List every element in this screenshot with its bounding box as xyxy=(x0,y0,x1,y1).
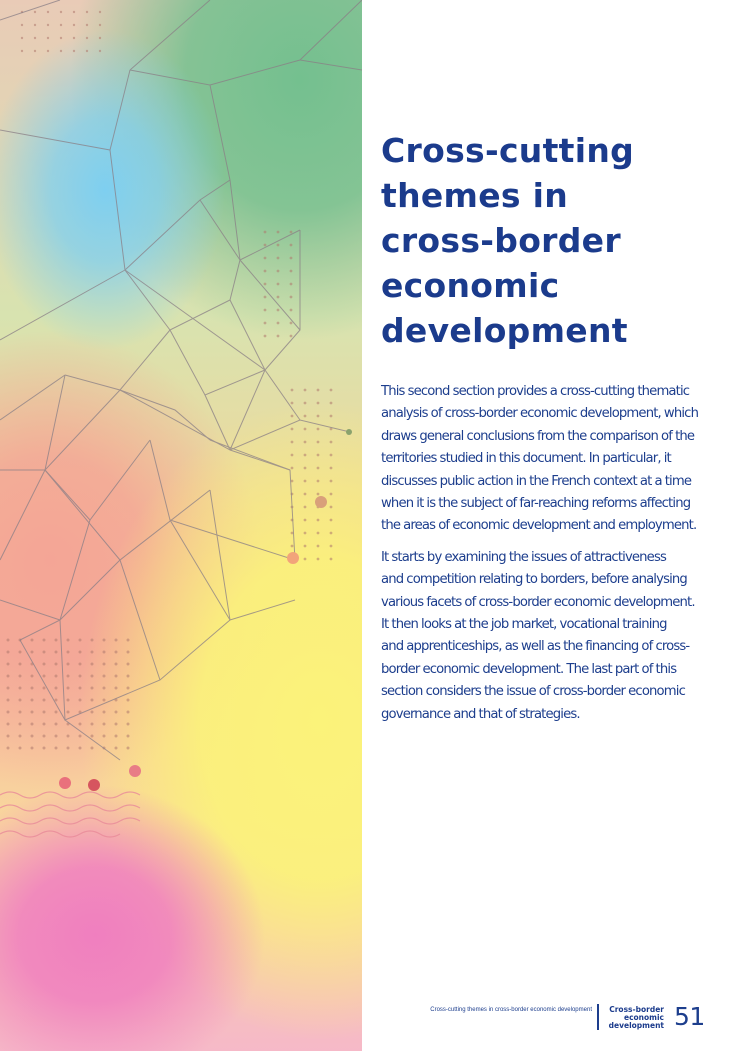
section-logo-line: economic xyxy=(623,1013,664,1022)
decorative-dot xyxy=(291,545,294,548)
decorative-dot xyxy=(31,723,34,726)
decorative-dot xyxy=(304,519,307,522)
decorative-dot xyxy=(290,257,293,260)
decorative-dot xyxy=(115,687,118,690)
decorative-dot xyxy=(317,558,320,561)
decorative-dot xyxy=(79,639,82,642)
decorative-dot xyxy=(330,454,333,457)
decorative-dot xyxy=(91,675,94,678)
decorative-dot xyxy=(103,735,106,738)
decorative-dot xyxy=(73,11,75,13)
decorative-dot xyxy=(127,711,130,714)
decorative-dot xyxy=(304,415,307,418)
decorative-dot xyxy=(290,283,293,286)
decorative-dot xyxy=(127,687,130,690)
title-line: Cross-cutting xyxy=(381,131,635,170)
decorative-dot xyxy=(43,639,46,642)
intro-paragraph-1 xyxy=(381,381,711,538)
text-line: and apprenticeships, as well as the financing of cross- xyxy=(381,639,690,655)
decorative-dot xyxy=(31,711,34,714)
decorative-dot xyxy=(21,24,23,26)
decorative-dot xyxy=(47,24,49,26)
decorative-dot xyxy=(73,24,75,26)
title-line: themes in xyxy=(381,176,569,215)
decorative-dot xyxy=(330,519,333,522)
decorative-dot xyxy=(55,651,58,654)
decorative-dot xyxy=(277,309,280,312)
decorative-dot xyxy=(115,747,118,750)
decorative-dot xyxy=(317,454,320,457)
decorative-dot xyxy=(19,711,22,714)
text-line: governance and that of strategies. xyxy=(381,706,580,722)
decorative-dot xyxy=(304,558,307,561)
decorative-dot xyxy=(317,389,320,392)
decorative-dot xyxy=(115,735,118,738)
decorative-dot xyxy=(99,50,101,52)
title-line: economic xyxy=(381,266,560,305)
decorative-dot xyxy=(304,428,307,431)
decorative-dot xyxy=(99,37,101,39)
decorative-dot xyxy=(264,244,267,247)
decorative-dot xyxy=(91,699,94,702)
decorative-dot xyxy=(277,283,280,286)
decorative-dot xyxy=(317,545,320,548)
decorative-dot xyxy=(291,428,294,431)
decorative-dot xyxy=(115,651,118,654)
decorative-dot xyxy=(86,11,88,13)
decorative-dot xyxy=(55,675,58,678)
title-line: cross-border xyxy=(381,221,621,260)
decorative-dot xyxy=(67,663,70,666)
decorative-dot xyxy=(79,699,82,702)
decorative-dot xyxy=(31,651,34,654)
decorative-dot xyxy=(290,309,293,312)
decorative-dot xyxy=(304,389,307,392)
decorative-dot xyxy=(67,675,70,678)
decorative-dot xyxy=(264,322,267,325)
decorative-dot xyxy=(264,283,267,286)
decorative-dot xyxy=(79,651,82,654)
footer-divider xyxy=(597,1004,599,1030)
section-logo-line: Cross-border xyxy=(609,1005,664,1014)
text-line: discusses public action in the French context at a time xyxy=(381,473,692,489)
decorative-dot xyxy=(31,747,34,750)
decorative-dot xyxy=(86,37,88,39)
decorative-dot xyxy=(291,454,294,457)
decorative-dot xyxy=(304,532,307,535)
decorative-dot xyxy=(330,467,333,470)
decorative-dot xyxy=(103,723,106,726)
text-line: It then looks at the job market, vocational training xyxy=(381,617,667,633)
decorative-dot xyxy=(19,723,22,726)
decorative-dot xyxy=(91,687,94,690)
decorative-dot xyxy=(7,675,10,678)
decorative-dot xyxy=(73,37,75,39)
decorative-dot xyxy=(277,270,280,273)
decorative-dot xyxy=(99,11,101,13)
wavy-lines xyxy=(0,792,140,837)
decorative-dot xyxy=(103,675,106,678)
decorative-dot xyxy=(79,663,82,666)
decorative-dot xyxy=(115,711,118,714)
decorative-dot xyxy=(304,402,307,405)
decorative-dot xyxy=(127,639,130,642)
decorative-dot xyxy=(67,651,70,654)
decorative-dot xyxy=(264,309,267,312)
network-lines xyxy=(0,0,362,760)
decorative-dot xyxy=(317,415,320,418)
decorative-dot xyxy=(277,257,280,260)
decorative-dot xyxy=(19,747,22,750)
decorative-dot xyxy=(60,50,62,52)
decorative-dot xyxy=(7,639,10,642)
decorative-dot xyxy=(91,651,94,654)
decorative-dot xyxy=(264,270,267,273)
text-line: the areas of economic development and employment. xyxy=(381,518,697,534)
decorative-dot xyxy=(47,50,49,52)
decorative-dot xyxy=(304,480,307,483)
decorative-dot xyxy=(73,50,75,52)
decorative-dot xyxy=(86,24,88,26)
decorative-dot xyxy=(55,711,58,714)
decorative-dot xyxy=(67,687,70,690)
decorative-dot xyxy=(127,699,130,702)
decorative-dot xyxy=(55,639,58,642)
decorative-dot xyxy=(60,11,62,13)
decorative-dot xyxy=(31,687,34,690)
decorative-dot xyxy=(7,735,10,738)
decorative-dot xyxy=(67,711,70,714)
decorative-dot xyxy=(103,699,106,702)
decorative-artwork-panel xyxy=(0,0,362,1051)
decorative-dot xyxy=(19,651,22,654)
decorative-dot xyxy=(330,415,333,418)
decorative-dot xyxy=(43,675,46,678)
decorative-dot xyxy=(34,37,36,39)
decorative-dot xyxy=(264,296,267,299)
text-line: This second section provides a cross-cutting thematic xyxy=(381,384,690,399)
decorative-dot xyxy=(317,519,320,522)
footer-section-logo xyxy=(609,1006,664,1030)
decorative-dot xyxy=(115,723,118,726)
decorative-dot xyxy=(330,558,333,561)
page-number: 51 xyxy=(674,1002,705,1031)
decorative-dot xyxy=(91,735,94,738)
decorative-dot xyxy=(291,415,294,418)
decorative-dot xyxy=(127,651,130,654)
decorative-dot xyxy=(317,428,320,431)
decorative-dot xyxy=(317,441,320,444)
text-line: various facets of cross-border economic development. xyxy=(381,594,695,610)
decorative-dot xyxy=(291,402,294,405)
decorative-dot xyxy=(67,699,70,702)
decorative-dot xyxy=(291,467,294,470)
decorative-dot xyxy=(330,506,333,509)
decorative-dot xyxy=(290,322,293,325)
decorative-dot xyxy=(304,441,307,444)
decorative-dot xyxy=(67,639,70,642)
decorative-dot xyxy=(79,687,82,690)
decorative-dot xyxy=(21,37,23,39)
decorative-dot xyxy=(55,747,58,750)
decorative-dot xyxy=(21,50,23,52)
decorative-dot xyxy=(304,506,307,509)
decorative-dot xyxy=(67,747,70,750)
decorative-dot xyxy=(7,687,10,690)
decorative-dot xyxy=(31,699,34,702)
decorative-dot xyxy=(7,723,10,726)
decorative-dot xyxy=(91,747,94,750)
decorative-dot xyxy=(291,441,294,444)
decorative-dot xyxy=(127,675,130,678)
decorative-dot xyxy=(103,687,106,690)
decorative-dot xyxy=(43,699,46,702)
decorative-dot xyxy=(99,24,101,26)
decorative-dot xyxy=(7,651,10,654)
decorative-dot xyxy=(127,747,130,750)
decorative-dot xyxy=(330,493,333,496)
decorative-dot xyxy=(43,747,46,750)
decorative-dot xyxy=(330,441,333,444)
decorative-dot xyxy=(91,723,94,726)
decorative-dot xyxy=(31,735,34,738)
decorative-dot xyxy=(91,663,94,666)
decorative-dot xyxy=(103,651,106,654)
decorative-dot xyxy=(127,735,130,738)
decorative-dot xyxy=(55,735,58,738)
decorative-dot xyxy=(79,735,82,738)
decorative-dot xyxy=(91,711,94,714)
decorative-dot xyxy=(264,257,267,260)
decorative-dot xyxy=(317,402,320,405)
decorative-dot xyxy=(127,663,130,666)
text-line: border economic development. The last part of this xyxy=(381,661,677,677)
network-lines-graphic xyxy=(0,0,362,1051)
decorative-dot xyxy=(290,244,293,247)
decorative-dot xyxy=(330,402,333,405)
text-line: draws general conclusions from the comparison of the xyxy=(381,428,695,444)
decorative-dot xyxy=(79,723,82,726)
decorative-dot xyxy=(317,532,320,535)
decorative-dot xyxy=(330,480,333,483)
decorative-dot xyxy=(34,24,36,26)
page-title xyxy=(381,128,711,353)
footer-running-title: Cross-cutting themes in cross-border economic development xyxy=(430,1007,592,1013)
decorative-dot xyxy=(264,335,267,338)
decorative-dot xyxy=(115,663,118,666)
decorative-dot xyxy=(31,675,34,678)
decorative-dot xyxy=(330,545,333,548)
decorative-dot xyxy=(79,675,82,678)
decorative-dot xyxy=(34,50,36,52)
decorative-dot xyxy=(43,711,46,714)
decorative-dot xyxy=(19,735,22,738)
decorative-dot xyxy=(264,231,267,234)
text-line: territories studied in this document. In particular, it xyxy=(381,451,671,467)
decorative-dot xyxy=(291,389,294,392)
text-line: section considers the issue of cross-border economic xyxy=(381,684,685,700)
decorative-dot xyxy=(7,711,10,714)
decorative-dot xyxy=(103,711,106,714)
decorative-dot xyxy=(43,651,46,654)
decorative-dot xyxy=(330,389,333,392)
decorative-dot xyxy=(60,24,62,26)
text-line: when it is the subject of far-reaching reforms affecting xyxy=(381,496,691,512)
intro-body-text xyxy=(381,381,711,735)
decorative-dot xyxy=(19,699,22,702)
section-logo-line: development xyxy=(608,1021,664,1030)
decorative-dot xyxy=(67,735,70,738)
decorative-dot xyxy=(304,454,307,457)
decorative-dot xyxy=(115,675,118,678)
decorative-dot xyxy=(103,663,106,666)
decorative-dot xyxy=(60,37,62,39)
decorative-dot xyxy=(31,639,34,642)
decorative-dot xyxy=(43,723,46,726)
decorative-dot xyxy=(304,493,307,496)
decorative-dot xyxy=(277,244,280,247)
decorative-dot xyxy=(86,50,88,52)
decorative-dot xyxy=(317,480,320,483)
decorative-dot xyxy=(304,545,307,548)
decorative-dot xyxy=(43,687,46,690)
decorative-dot xyxy=(277,296,280,299)
intro-paragraph-2 xyxy=(381,547,711,726)
decorative-dot xyxy=(43,663,46,666)
decorative-dot xyxy=(290,335,293,338)
decorative-dot xyxy=(277,231,280,234)
text-line: and competition relating to borders, before analysing xyxy=(381,572,687,588)
decorative-dot xyxy=(55,723,58,726)
decorative-dot xyxy=(317,467,320,470)
decorative-dot xyxy=(19,663,22,666)
decorative-dot xyxy=(330,532,333,535)
decorative-dot xyxy=(34,11,36,13)
decorative-dot xyxy=(19,675,22,678)
decorative-dot xyxy=(91,639,94,642)
text-line: analysis of cross-border economic development, which xyxy=(381,406,699,422)
decorative-dot xyxy=(55,699,58,702)
decorative-dot xyxy=(127,723,130,726)
decorative-dot xyxy=(103,639,106,642)
decorative-dot xyxy=(277,322,280,325)
decorative-dot xyxy=(79,747,82,750)
dot-pattern xyxy=(7,11,333,750)
decorative-dot xyxy=(19,687,22,690)
title-line: development xyxy=(381,311,628,350)
decorative-dot xyxy=(47,37,49,39)
decorative-dot xyxy=(47,11,49,13)
decorative-dot xyxy=(43,735,46,738)
decorative-dot xyxy=(290,231,293,234)
decorative-dot xyxy=(7,747,10,750)
decorative-dot xyxy=(290,296,293,299)
decorative-dot xyxy=(55,663,58,666)
decorative-dot xyxy=(277,335,280,338)
decorative-dot xyxy=(290,270,293,273)
decorative-dot xyxy=(317,493,320,496)
decorative-dot xyxy=(7,663,10,666)
text-line: It starts by examining the issues of attractiveness xyxy=(381,549,666,565)
decorative-dot xyxy=(55,687,58,690)
decorative-dot xyxy=(304,467,307,470)
decorative-dot xyxy=(115,639,118,642)
decorative-dot xyxy=(7,699,10,702)
